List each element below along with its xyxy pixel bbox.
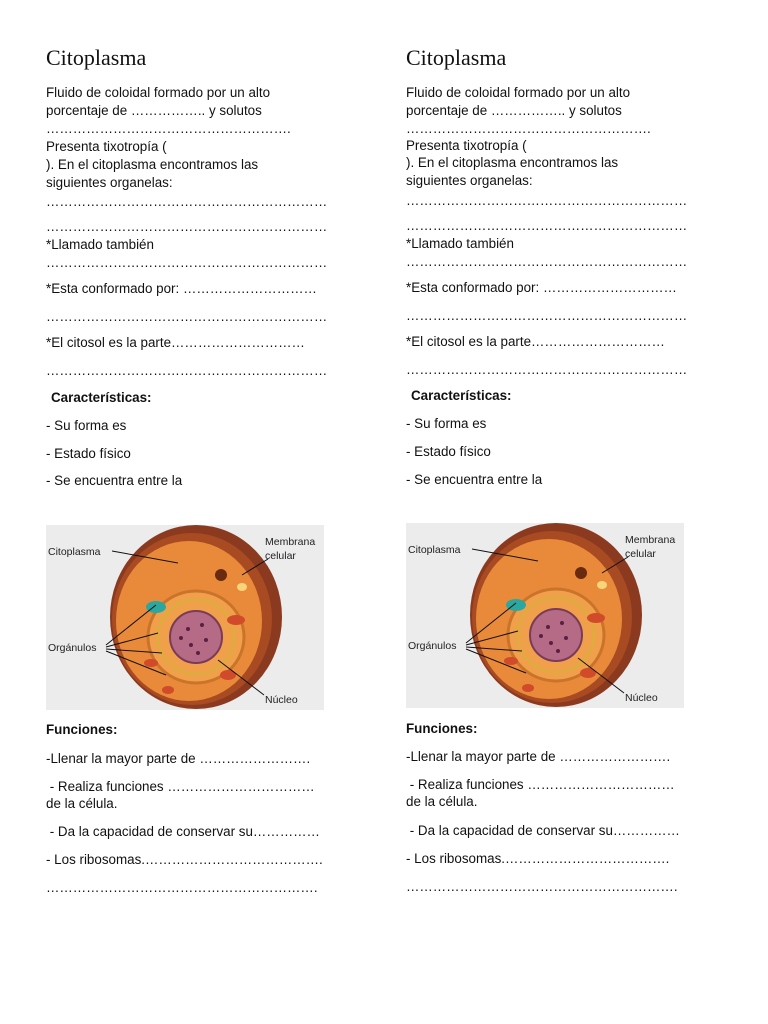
label-nucleo: Núcleo: [625, 692, 658, 704]
text-line: *Llamado también: [46, 237, 154, 252]
text-line: Fluido de coloidal formado por un alto: [406, 85, 631, 100]
text-line: - Se encuentra entre la: [406, 472, 543, 487]
text-line: siguientes organelas:: [406, 173, 533, 188]
label-membrana: Membrana: [625, 534, 676, 546]
text-line: *Esta conformado por: …………………………: [46, 281, 317, 296]
label-nucleo: Núcleo: [265, 694, 298, 706]
worksheet-title: Citoplasma: [46, 45, 147, 70]
function-line: - Los ribosomas.……………………………….: [406, 851, 670, 866]
cell-illustration: [406, 523, 684, 708]
text-line: Presenta tixotropía (: [406, 138, 527, 153]
function-line: - Da la capacidad de conservar su……………: [46, 824, 320, 839]
text-line: Fluido de coloidal formado por un alto: [46, 85, 271, 100]
cell-illustration: [46, 525, 324, 710]
section-heading: Características:: [411, 388, 512, 403]
text-line: ). En el citoplasma encontramos las: [46, 157, 259, 172]
text-line: siguientes organelas:: [46, 175, 173, 190]
cell-diagram: [46, 525, 324, 710]
blank-line: …………………………………………………….: [406, 879, 678, 894]
text-line: porcentaje de …………….. y solutos: [46, 103, 262, 118]
function-line: - Realiza funciones ……………………………: [406, 777, 675, 792]
section-heading: Características:: [51, 390, 152, 405]
functions-heading: Funciones:: [406, 721, 478, 736]
label-celular: celular: [625, 548, 656, 560]
text-line: - Su forma es: [406, 416, 487, 431]
blank-line: ………………………………………………………: [406, 308, 688, 323]
label-citoplasma: Citoplasma: [48, 546, 101, 558]
worksheet-column-left: [46, 0, 376, 1024]
function-line: de la célula.: [406, 794, 478, 809]
label-organulos: Orgánulos: [408, 640, 457, 652]
function-line: - Los ribosomas.………………………………….: [46, 852, 323, 867]
blank-line: ………………………………………………………: [406, 254, 688, 269]
text-line: *El citosol es la parte…………………………: [406, 334, 665, 349]
blank-line: ………………………………………………………: [46, 363, 328, 378]
blank-line: ………………………………………………………: [46, 194, 328, 209]
text-line: porcentaje de …………….. y solutos: [406, 103, 622, 118]
label-citoplasma: Citoplasma: [408, 544, 461, 556]
label-celular: celular: [265, 550, 296, 562]
text-line: - Estado físico: [406, 444, 491, 459]
text-line: - Se encuentra entre la: [46, 473, 183, 488]
text-line: *Esta conformado por: …………………………: [406, 280, 677, 295]
blank-line: ………………………………………………………: [406, 362, 688, 377]
text-line: *Llamado también: [406, 236, 514, 251]
blank-line: ………………………………………………………: [46, 255, 328, 270]
worksheet-title: Citoplasma: [406, 45, 507, 70]
cell-diagram: [406, 523, 684, 708]
blank-line: ………………………………………………………: [46, 219, 328, 234]
text-line: - Su forma es: [46, 418, 127, 433]
blank-line: ……………………………………………….: [406, 121, 651, 136]
function-line: -Llenar la mayor parte de …………………….: [46, 751, 311, 766]
blank-line: ……………………………………………….: [46, 121, 291, 136]
function-line: de la célula.: [46, 796, 118, 811]
functions-heading: Funciones:: [46, 722, 118, 737]
blank-line: …………………………………………………….: [46, 880, 318, 895]
label-organulos: Orgánulos: [48, 642, 97, 654]
function-line: - Realiza funciones ……………………………: [46, 779, 315, 794]
text-line: Presenta tixotropía (: [46, 139, 167, 154]
label-membrana: Membrana: [265, 536, 316, 548]
text-line: *El citosol es la parte…………………………: [46, 335, 305, 350]
blank-line: ………………………………………………………: [406, 218, 688, 233]
function-line: - Da la capacidad de conservar su……………: [406, 823, 680, 838]
worksheet-column-right: [406, 0, 736, 1024]
function-line: -Llenar la mayor parte de …………………….: [406, 749, 671, 764]
text-line: - Estado físico: [46, 446, 131, 461]
blank-line: ………………………………………………………: [406, 193, 688, 208]
blank-line: ………………………………………………………: [46, 309, 328, 324]
text-line: ). En el citoplasma encontramos las: [406, 155, 619, 170]
